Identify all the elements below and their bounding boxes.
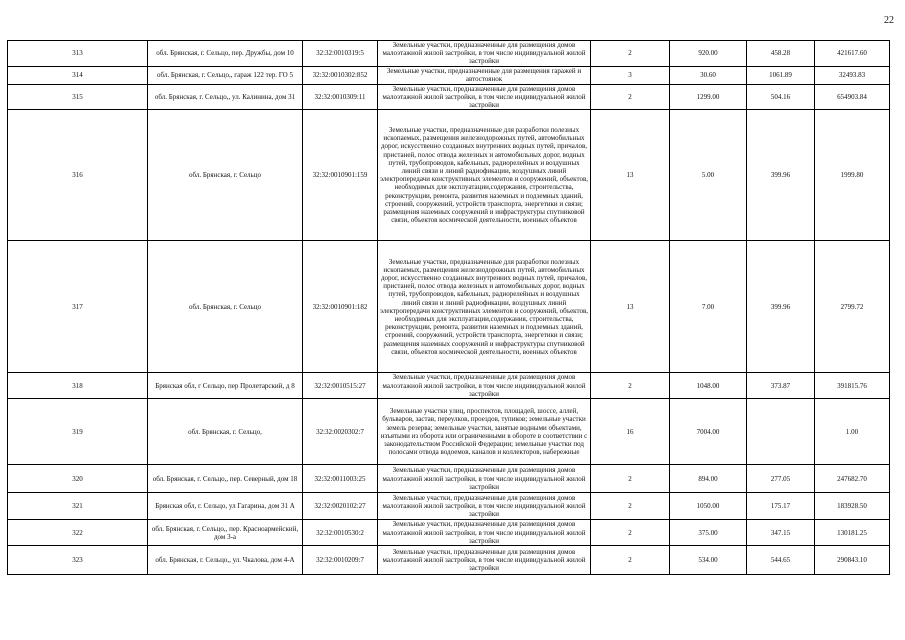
address-cell: Брянская обл, г. Сельцо, ул Гагарина, дом 31 А — [148, 493, 303, 520]
specific-value-cell: 373.87 — [747, 373, 815, 399]
group-code-cell: 2 — [591, 465, 670, 493]
area-cell: 7.00 — [670, 241, 747, 373]
table-row — [8, 520, 890, 546]
cadastral-value-cell: 290843.10 — [815, 546, 890, 575]
land-use-cell: Земельные участки, предназначенные для размещения гаражей и автостоянок — [378, 66, 591, 84]
group-code-cell: 13 — [591, 241, 670, 373]
cadastral-value-cell: 2799.72 — [815, 241, 890, 373]
area-cell: 534.00 — [670, 546, 747, 575]
table-row — [8, 110, 890, 241]
table-row — [8, 465, 890, 493]
address-cell: обл. Брянская, г. Сельцо,, пер. Красноармейский, дом 3-а — [148, 520, 303, 546]
address-cell: обл. Брянская, г. Сельцо,, ул. Чкалова, дом 4-А — [148, 546, 303, 575]
cadastral-value-cell: 183928.50 — [815, 493, 890, 520]
table-row — [8, 241, 890, 373]
row-number: 320 — [8, 465, 148, 493]
row-number: 319 — [8, 399, 148, 465]
area-cell: 5.00 — [670, 110, 747, 241]
cadastral-value-cell: 421617.60 — [815, 41, 890, 67]
table-row — [8, 399, 890, 465]
table-row — [8, 493, 890, 520]
group-code-cell: 2 — [591, 373, 670, 399]
cadastral-number-cell: 32:32:0010530:2 — [303, 520, 378, 546]
address-cell: обл. Брянская, г. Сельцо, пер. Дружбы, дом 10 — [148, 41, 303, 67]
land-use-cell: Земельные участки, предназначенные для размещения домов малоэтажной жилой застройки, в том числе индивидуальной жилой застройки — [378, 465, 591, 493]
address-cell: обл. Брянская, г. Сельцо — [148, 110, 303, 241]
specific-value-cell — [747, 399, 815, 465]
cadastral-value-cell: 1999.80 — [815, 110, 890, 241]
specific-value-cell: 175.17 — [747, 493, 815, 520]
area-cell: 7004.00 — [670, 399, 747, 465]
area-cell: 1299.00 — [670, 84, 747, 110]
cadastral-number-cell: 32:32:0010515:27 — [303, 373, 378, 399]
area-cell: 30.60 — [670, 66, 747, 84]
specific-value-cell: 458.28 — [747, 41, 815, 67]
group-code-cell: 2 — [591, 520, 670, 546]
group-code-cell: 13 — [591, 110, 670, 241]
address-cell: обл. Брянская, г. Сельцо,, пер. Северный, дом 18 — [148, 465, 303, 493]
row-number: 314 — [8, 66, 148, 84]
area-cell: 920.00 — [670, 41, 747, 67]
row-number: 317 — [8, 241, 148, 373]
cadastral-number-cell: 32:32:0010302:852 — [303, 66, 378, 84]
table-row — [8, 66, 890, 84]
group-code-cell: 2 — [591, 546, 670, 575]
cadastral-number-cell: 32:32:0010309:11 — [303, 84, 378, 110]
table-row — [8, 84, 890, 110]
specific-value-cell: 399.96 — [747, 241, 815, 373]
group-code-cell: 2 — [591, 493, 670, 520]
cadastral-number-cell: 32:32:0020302:7 — [303, 399, 378, 465]
land-use-cell: Земельные участки, предназначенные для разработки полезных ископаемых, размещения железнодорожных путей, автомобильных дорог, искусственно созданных внутренних водных путей, причалов, пристаней, полос отвода железных и автомобильных дорог, водных путей, трубопроводов, кабельных, радиорелейных и воздушных линий связи и линий радиофикации, воздушных линий электропередачи конструктивных элементов и сооружений, объектов, необходимых для эксплуатации,содержания, строительства, реконструкции, ремонта, развития наземных и подземных зданий, строений, сооружений, устройств транспорта, энергетики и связи; размещения наземных сооружений и инфраструктуры спутниковой связи, объектов космической деятельности, военных объектов — [378, 110, 591, 241]
address-cell: обл. Брянская, г. Сельцо — [148, 241, 303, 373]
row-number: 316 — [8, 110, 148, 241]
row-number: 323 — [8, 546, 148, 575]
cadastral-value-cell: 391815.76 — [815, 373, 890, 399]
cadastral-value-cell: 1.00 — [815, 399, 890, 465]
specific-value-cell: 347.15 — [747, 520, 815, 546]
group-code-cell: 3 — [591, 66, 670, 84]
group-code-cell: 16 — [591, 399, 670, 465]
cadastral-number-cell: 32:32:0010901:159 — [303, 110, 378, 241]
address-cell: Брянская обл, г Сельцо, пер Пролетарский, д 8 — [148, 373, 303, 399]
cadastral-value-cell: 654903.84 — [815, 84, 890, 110]
cadastral-number-cell: 32:32:0010901:182 — [303, 241, 378, 373]
page-number: 22 — [884, 15, 894, 26]
area-cell: 894.00 — [670, 465, 747, 493]
land-use-cell: Земельные участки, предназначенные для размещения домов малоэтажной жилой застройки, в том числе индивидуальной жилой застройки — [378, 373, 591, 399]
land-valuation-table — [7, 40, 890, 575]
table-row — [8, 546, 890, 575]
land-use-cell: Земельные участки, предназначенные для размещения домов малоэтажной жилой застройки, в том числе индивидуальной жилой застройки — [378, 41, 591, 67]
address-cell: обл. Брянская, г. Сельцо,, гараж 122 тер. ГО 5 — [148, 66, 303, 84]
area-cell: 1048.00 — [670, 373, 747, 399]
cadastral-number-cell: 32:32:0020102:27 — [303, 493, 378, 520]
area-cell: 1050.00 — [670, 493, 747, 520]
specific-value-cell: 277.05 — [747, 465, 815, 493]
group-code-cell: 2 — [591, 41, 670, 67]
specific-value-cell: 544.65 — [747, 546, 815, 575]
land-use-cell: Земельные участки улиц, проспектов, площадей, шоссе, аллей, бульваров, застав, переулков, проездов, тупиков; земельные участки земель резерва; земельные участки, занятые водными объектами, изъятыми из оборота или ограниченными в обороте в соответствии с законодательством Российской Федерации; земельные участки под полосами отвода водоемов, каналов и коллекторов, набережные — [378, 399, 591, 465]
specific-value-cell: 504.16 — [747, 84, 815, 110]
table-row — [8, 373, 890, 399]
cadastral-value-cell: 32493.83 — [815, 66, 890, 84]
row-number: 313 — [8, 41, 148, 67]
land-use-cell: Земельные участки, предназначенные для разработки полезных ископаемых, размещения железнодорожных путей, автомобильных дорог, искусственно созданных внутренних водных путей, причалов, пристаней, полос отвода железных и автомобильных дорог, водных путей, трубопроводов, кабельных, радиорелейных и воздушных линий связи и линий радиофикации, воздушных линий электропередачи конструктивных элементов и сооружений, объектов, необходимых для эксплуатации,содержания, строительства, реконструкции, ремонта, развития наземных и подземных зданий, строений, сооружений, устройств транспорта, энергетики и связи; размещения наземных сооружений и инфраструктуры спутниковой связи, объектов космической деятельности, военных объектов — [378, 241, 591, 373]
cadastral-value-cell: 130181.25 — [815, 520, 890, 546]
cadastral-value-cell: 247682.70 — [815, 465, 890, 493]
specific-value-cell: 399.96 — [747, 110, 815, 241]
address-cell: обл. Брянская, г. Сельцо, — [148, 399, 303, 465]
cadastral-number-cell: 32:32:0010319:5 — [303, 41, 378, 67]
land-use-cell: Земельные участки, предназначенные для размещения домов малоэтажной жилой застройки, в том числе индивидуальной жилой застройки — [378, 520, 591, 546]
table-row — [8, 41, 890, 67]
row-number: 321 — [8, 493, 148, 520]
specific-value-cell: 1061.89 — [747, 66, 815, 84]
address-cell: обл. Брянская, г. Сельцо,, ул. Калинина, дом 31 — [148, 84, 303, 110]
cadastral-number-cell: 32:32:0011003:25 — [303, 465, 378, 493]
land-use-cell: Земельные участки, предназначенные для размещения домов малоэтажной жилой застройки, в том числе индивидуальной жилой застройки — [378, 546, 591, 575]
land-use-cell: Земельные участки, предназначенные для размещения домов малоэтажной жилой застройки, в том числе индивидуальной жилой застройки — [378, 493, 591, 520]
row-number: 318 — [8, 373, 148, 399]
area-cell: 375.00 — [670, 520, 747, 546]
cadastral-number-cell: 32:32:0010209:7 — [303, 546, 378, 575]
group-code-cell: 2 — [591, 84, 670, 110]
row-number: 315 — [8, 84, 148, 110]
land-use-cell: Земельные участки, предназначенные для размещения домов малоэтажной жилой застройки, в том числе индивидуальной жилой застройки — [378, 84, 591, 110]
row-number: 322 — [8, 520, 148, 546]
